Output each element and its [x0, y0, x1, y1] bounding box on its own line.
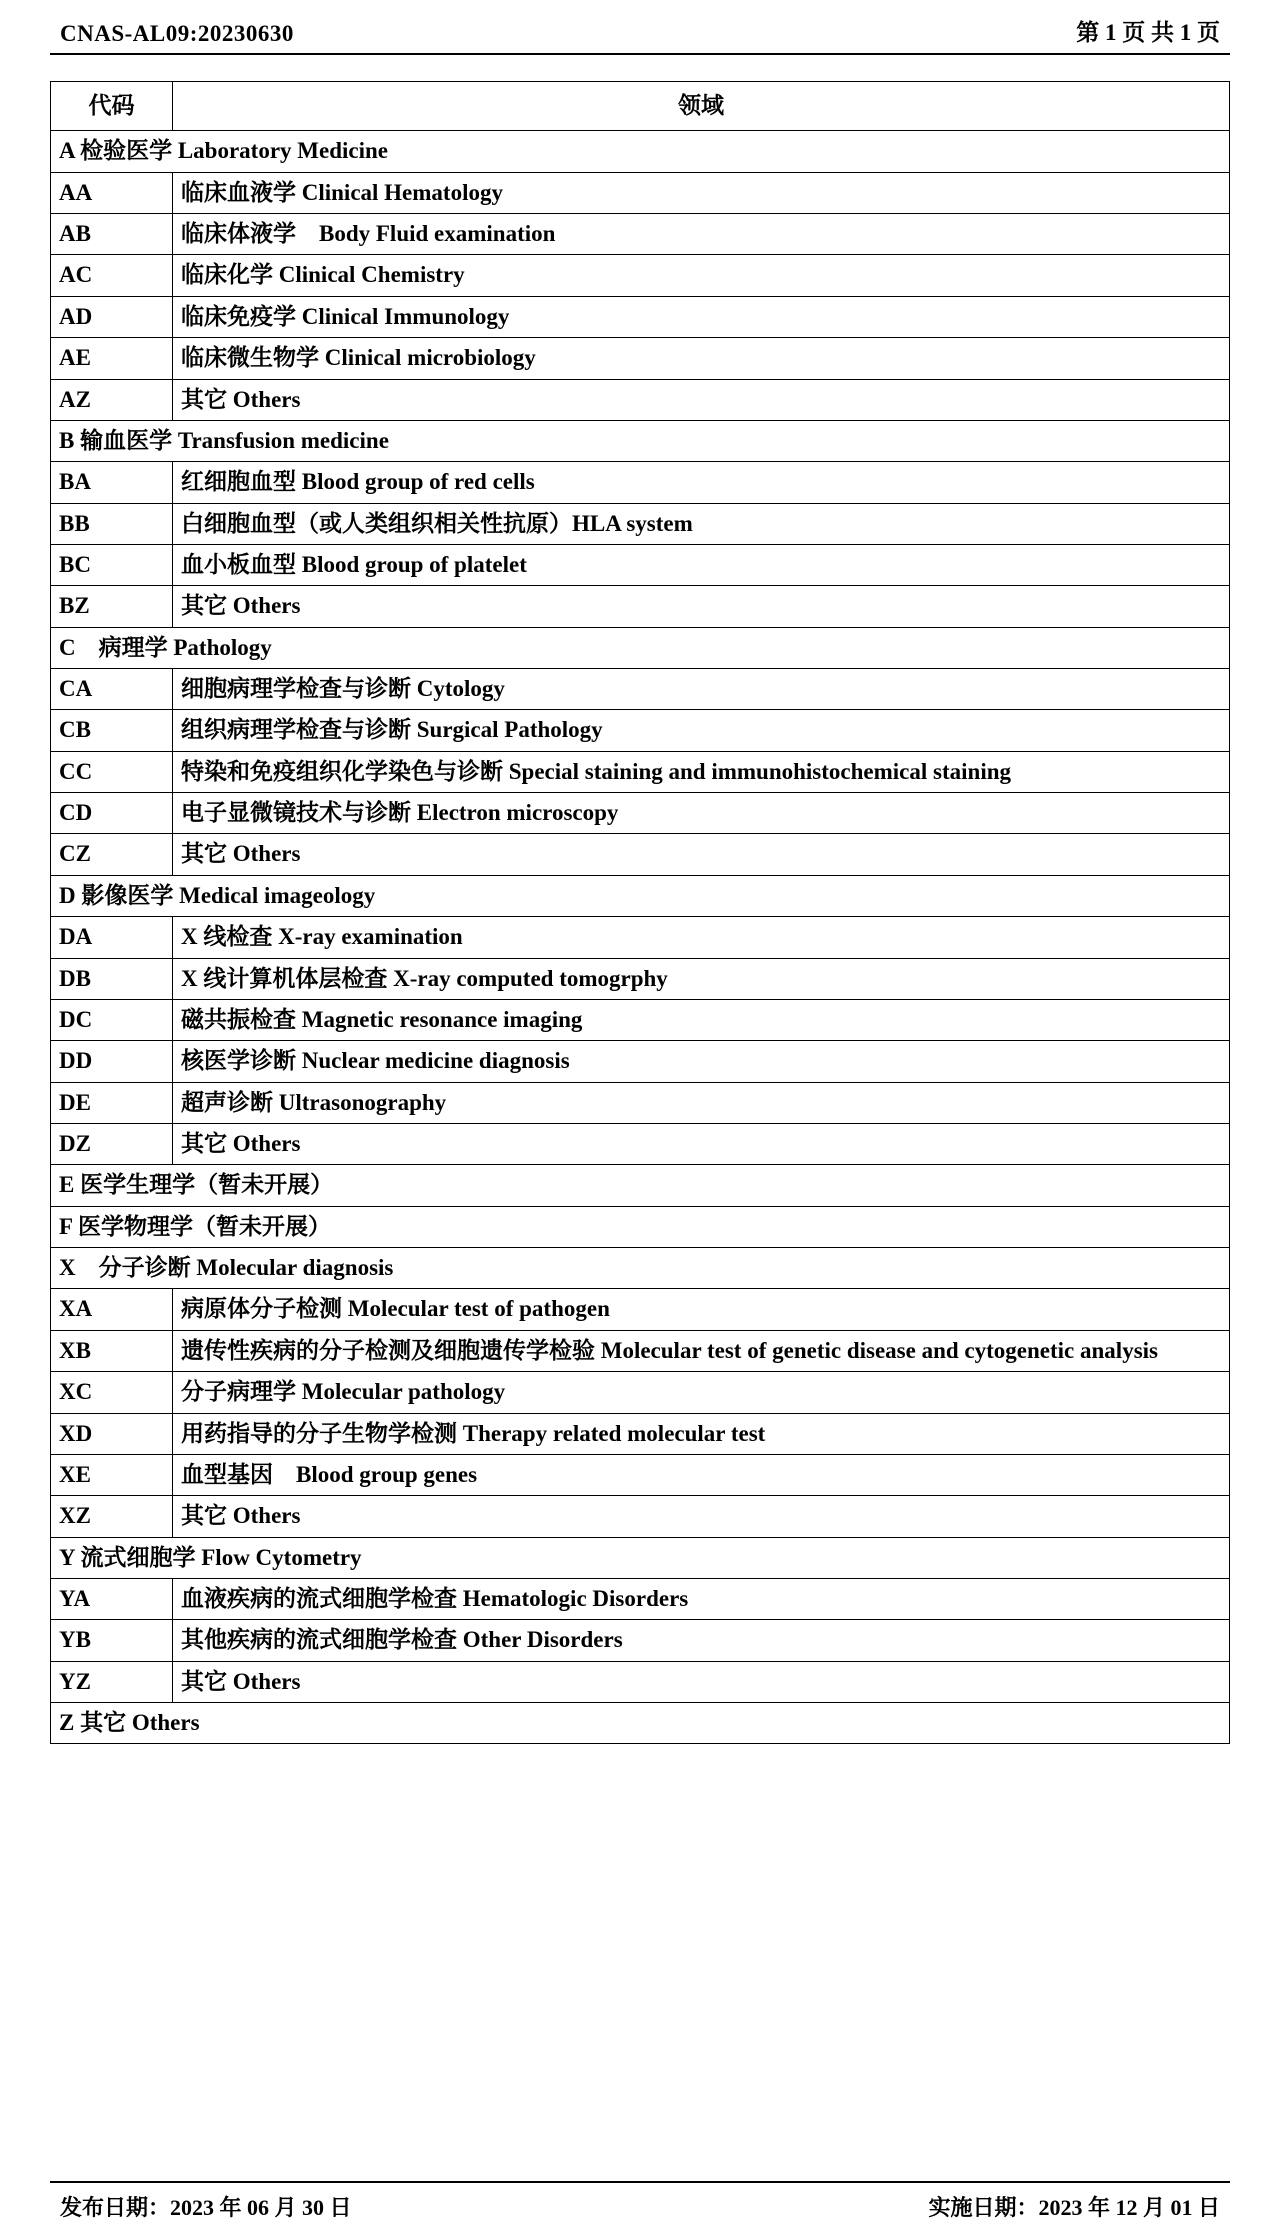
cell-code: XA — [51, 1289, 173, 1330]
table-row — [51, 1330, 1230, 1371]
table-row — [51, 1454, 1230, 1495]
cell-field: 其它 Others — [173, 1496, 1230, 1537]
cell-field: 临床体液学 Body Fluid examination — [173, 214, 1230, 255]
table-row — [51, 1123, 1230, 1164]
footer-dates — [50, 2191, 1230, 2222]
cell-code: CB — [51, 710, 173, 751]
cell-code: XZ — [51, 1496, 173, 1537]
cell-code: AC — [51, 255, 173, 296]
cell-field: X 线计算机体层检查 X-ray computed tomogrphy — [173, 958, 1230, 999]
cell-code: XE — [51, 1454, 173, 1495]
cell-field: 电子显微镜技术与诊断 Electron microscopy — [173, 793, 1230, 834]
cell-field: 特染和免疫组织化学染色与诊断 Special staining and immunohistochemical staining — [173, 751, 1230, 792]
document-id: CNAS-AL09:20230630 — [60, 21, 294, 46]
table-row — [51, 1372, 1230, 1413]
cell-field: X 线检查 X-ray examination — [173, 917, 1230, 958]
table-row — [51, 1661, 1230, 1702]
table-row — [51, 1413, 1230, 1454]
cell-field: 红细胞血型 Blood group of red cells — [173, 462, 1230, 503]
table-row — [51, 751, 1230, 792]
section-label: Z 其它 Others — [51, 1703, 1230, 1744]
cell-code: AB — [51, 214, 173, 255]
table-row — [51, 544, 1230, 585]
table-section-row — [51, 875, 1230, 916]
table-row — [51, 834, 1230, 875]
table-row — [51, 462, 1230, 503]
cell-code: YA — [51, 1578, 173, 1619]
table-row — [51, 958, 1230, 999]
cell-code: CC — [51, 751, 173, 792]
table-section-row — [51, 1248, 1230, 1289]
table-row — [51, 793, 1230, 834]
table-section-row — [51, 1537, 1230, 1578]
table-row — [51, 503, 1230, 544]
cell-code: DE — [51, 1082, 173, 1123]
table-section-row — [51, 1206, 1230, 1247]
cell-code: XB — [51, 1330, 173, 1371]
table-row — [51, 255, 1230, 296]
page-number: 第 1 页 共 1 页 — [1076, 20, 1220, 45]
document-header — [50, 14, 1230, 55]
footer-divider — [50, 2181, 1230, 2183]
cell-field: 临床免疫学 Clinical Immunology — [173, 296, 1230, 337]
cell-field: 细胞病理学检查与诊断 Cytology — [173, 669, 1230, 710]
section-label: C 病理学 Pathology — [51, 627, 1230, 668]
cell-code: AE — [51, 338, 173, 379]
cell-code: DA — [51, 917, 173, 958]
table-row — [51, 669, 1230, 710]
cell-field: 其它 Others — [173, 1123, 1230, 1164]
section-label: A 检验医学 Laboratory Medicine — [51, 131, 1230, 172]
table-section-row — [51, 1165, 1230, 1206]
cell-code: BZ — [51, 586, 173, 627]
cell-field: 其它 Others — [173, 1661, 1230, 1702]
cell-field: 超声诊断 Ultrasonography — [173, 1082, 1230, 1123]
table-row — [51, 338, 1230, 379]
table-row — [51, 1620, 1230, 1661]
cell-code: BA — [51, 462, 173, 503]
cell-field: 磁共振检查 Magnetic resonance imaging — [173, 999, 1230, 1040]
cell-code: XD — [51, 1413, 173, 1454]
section-label: F 医学物理学（暂未开展） — [51, 1206, 1230, 1247]
section-label: Y 流式细胞学 Flow Cytometry — [51, 1537, 1230, 1578]
table-row — [51, 710, 1230, 751]
table-row — [51, 917, 1230, 958]
column-header-code: 代码 — [51, 82, 173, 131]
table-row — [51, 586, 1230, 627]
table-row — [51, 214, 1230, 255]
cell-field: 血液疾病的流式细胞学检查 Hematologic Disorders — [173, 1578, 1230, 1619]
cell-code: BC — [51, 544, 173, 585]
cell-field: 血型基因 Blood group genes — [173, 1454, 1230, 1495]
cell-code: DZ — [51, 1123, 173, 1164]
cell-code: YZ — [51, 1661, 173, 1702]
cell-code: XC — [51, 1372, 173, 1413]
cell-field: 其它 Others — [173, 379, 1230, 420]
cell-code: CA — [51, 669, 173, 710]
table-section-row — [51, 420, 1230, 461]
cell-code: DB — [51, 958, 173, 999]
cell-code: CD — [51, 793, 173, 834]
cell-code: AZ — [51, 379, 173, 420]
cell-field: 血小板血型 Blood group of platelet — [173, 544, 1230, 585]
table-section-row — [51, 131, 1230, 172]
section-label: D 影像医学 Medical imageology — [51, 875, 1230, 916]
table-row — [51, 1041, 1230, 1082]
field-code-table — [50, 81, 1230, 1744]
table-row — [51, 1578, 1230, 1619]
document-footer — [50, 2181, 1230, 2222]
table-header-row — [51, 82, 1230, 131]
table-row — [51, 379, 1230, 420]
table-row — [51, 296, 1230, 337]
section-label: E 医学生理学（暂未开展） — [51, 1165, 1230, 1206]
section-label: B 输血医学 Transfusion medicine — [51, 420, 1230, 461]
cell-field: 遗传性疾病的分子检测及细胞遗传学检验 Molecular test of genetic disease and cytogenetic analysis — [173, 1330, 1230, 1371]
cell-field: 用药指导的分子生物学检测 Therapy related molecular test — [173, 1413, 1230, 1454]
table-row — [51, 999, 1230, 1040]
table-row — [51, 172, 1230, 213]
cell-code: DD — [51, 1041, 173, 1082]
cell-field: 临床化学 Clinical Chemistry — [173, 255, 1230, 296]
issue-date: 发布日期：2023 年 06 月 30 日 — [60, 2195, 352, 2220]
column-header-field: 领域 — [173, 82, 1230, 131]
cell-field: 其它 Others — [173, 834, 1230, 875]
table-row — [51, 1082, 1230, 1123]
cell-field: 临床血液学 Clinical Hematology — [173, 172, 1230, 213]
cell-code: CZ — [51, 834, 173, 875]
cell-field: 分子病理学 Molecular pathology — [173, 1372, 1230, 1413]
cell-code: DC — [51, 999, 173, 1040]
table-body — [51, 82, 1230, 1744]
table-section-row — [51, 627, 1230, 668]
cell-field: 病原体分子检测 Molecular test of pathogen — [173, 1289, 1230, 1330]
section-label: X 分子诊断 Molecular diagnosis — [51, 1248, 1230, 1289]
cell-code: BB — [51, 503, 173, 544]
cell-field: 白细胞血型（或人类组织相关性抗原）HLA system — [173, 503, 1230, 544]
cell-field: 其它 Others — [173, 586, 1230, 627]
cell-field: 核医学诊断 Nuclear medicine diagnosis — [173, 1041, 1230, 1082]
cell-code: AD — [51, 296, 173, 337]
table-row — [51, 1496, 1230, 1537]
cell-field: 临床微生物学 Clinical microbiology — [173, 338, 1230, 379]
cell-field: 组织病理学检查与诊断 Surgical Pathology — [173, 710, 1230, 751]
table-section-row — [51, 1703, 1230, 1744]
effective-date: 实施日期：2023 年 12 月 01 日 — [928, 2195, 1220, 2220]
cell-code: YB — [51, 1620, 173, 1661]
table-row — [51, 1289, 1230, 1330]
cell-code: AA — [51, 172, 173, 213]
cell-field: 其他疾病的流式细胞学检查 Other Disorders — [173, 1620, 1230, 1661]
